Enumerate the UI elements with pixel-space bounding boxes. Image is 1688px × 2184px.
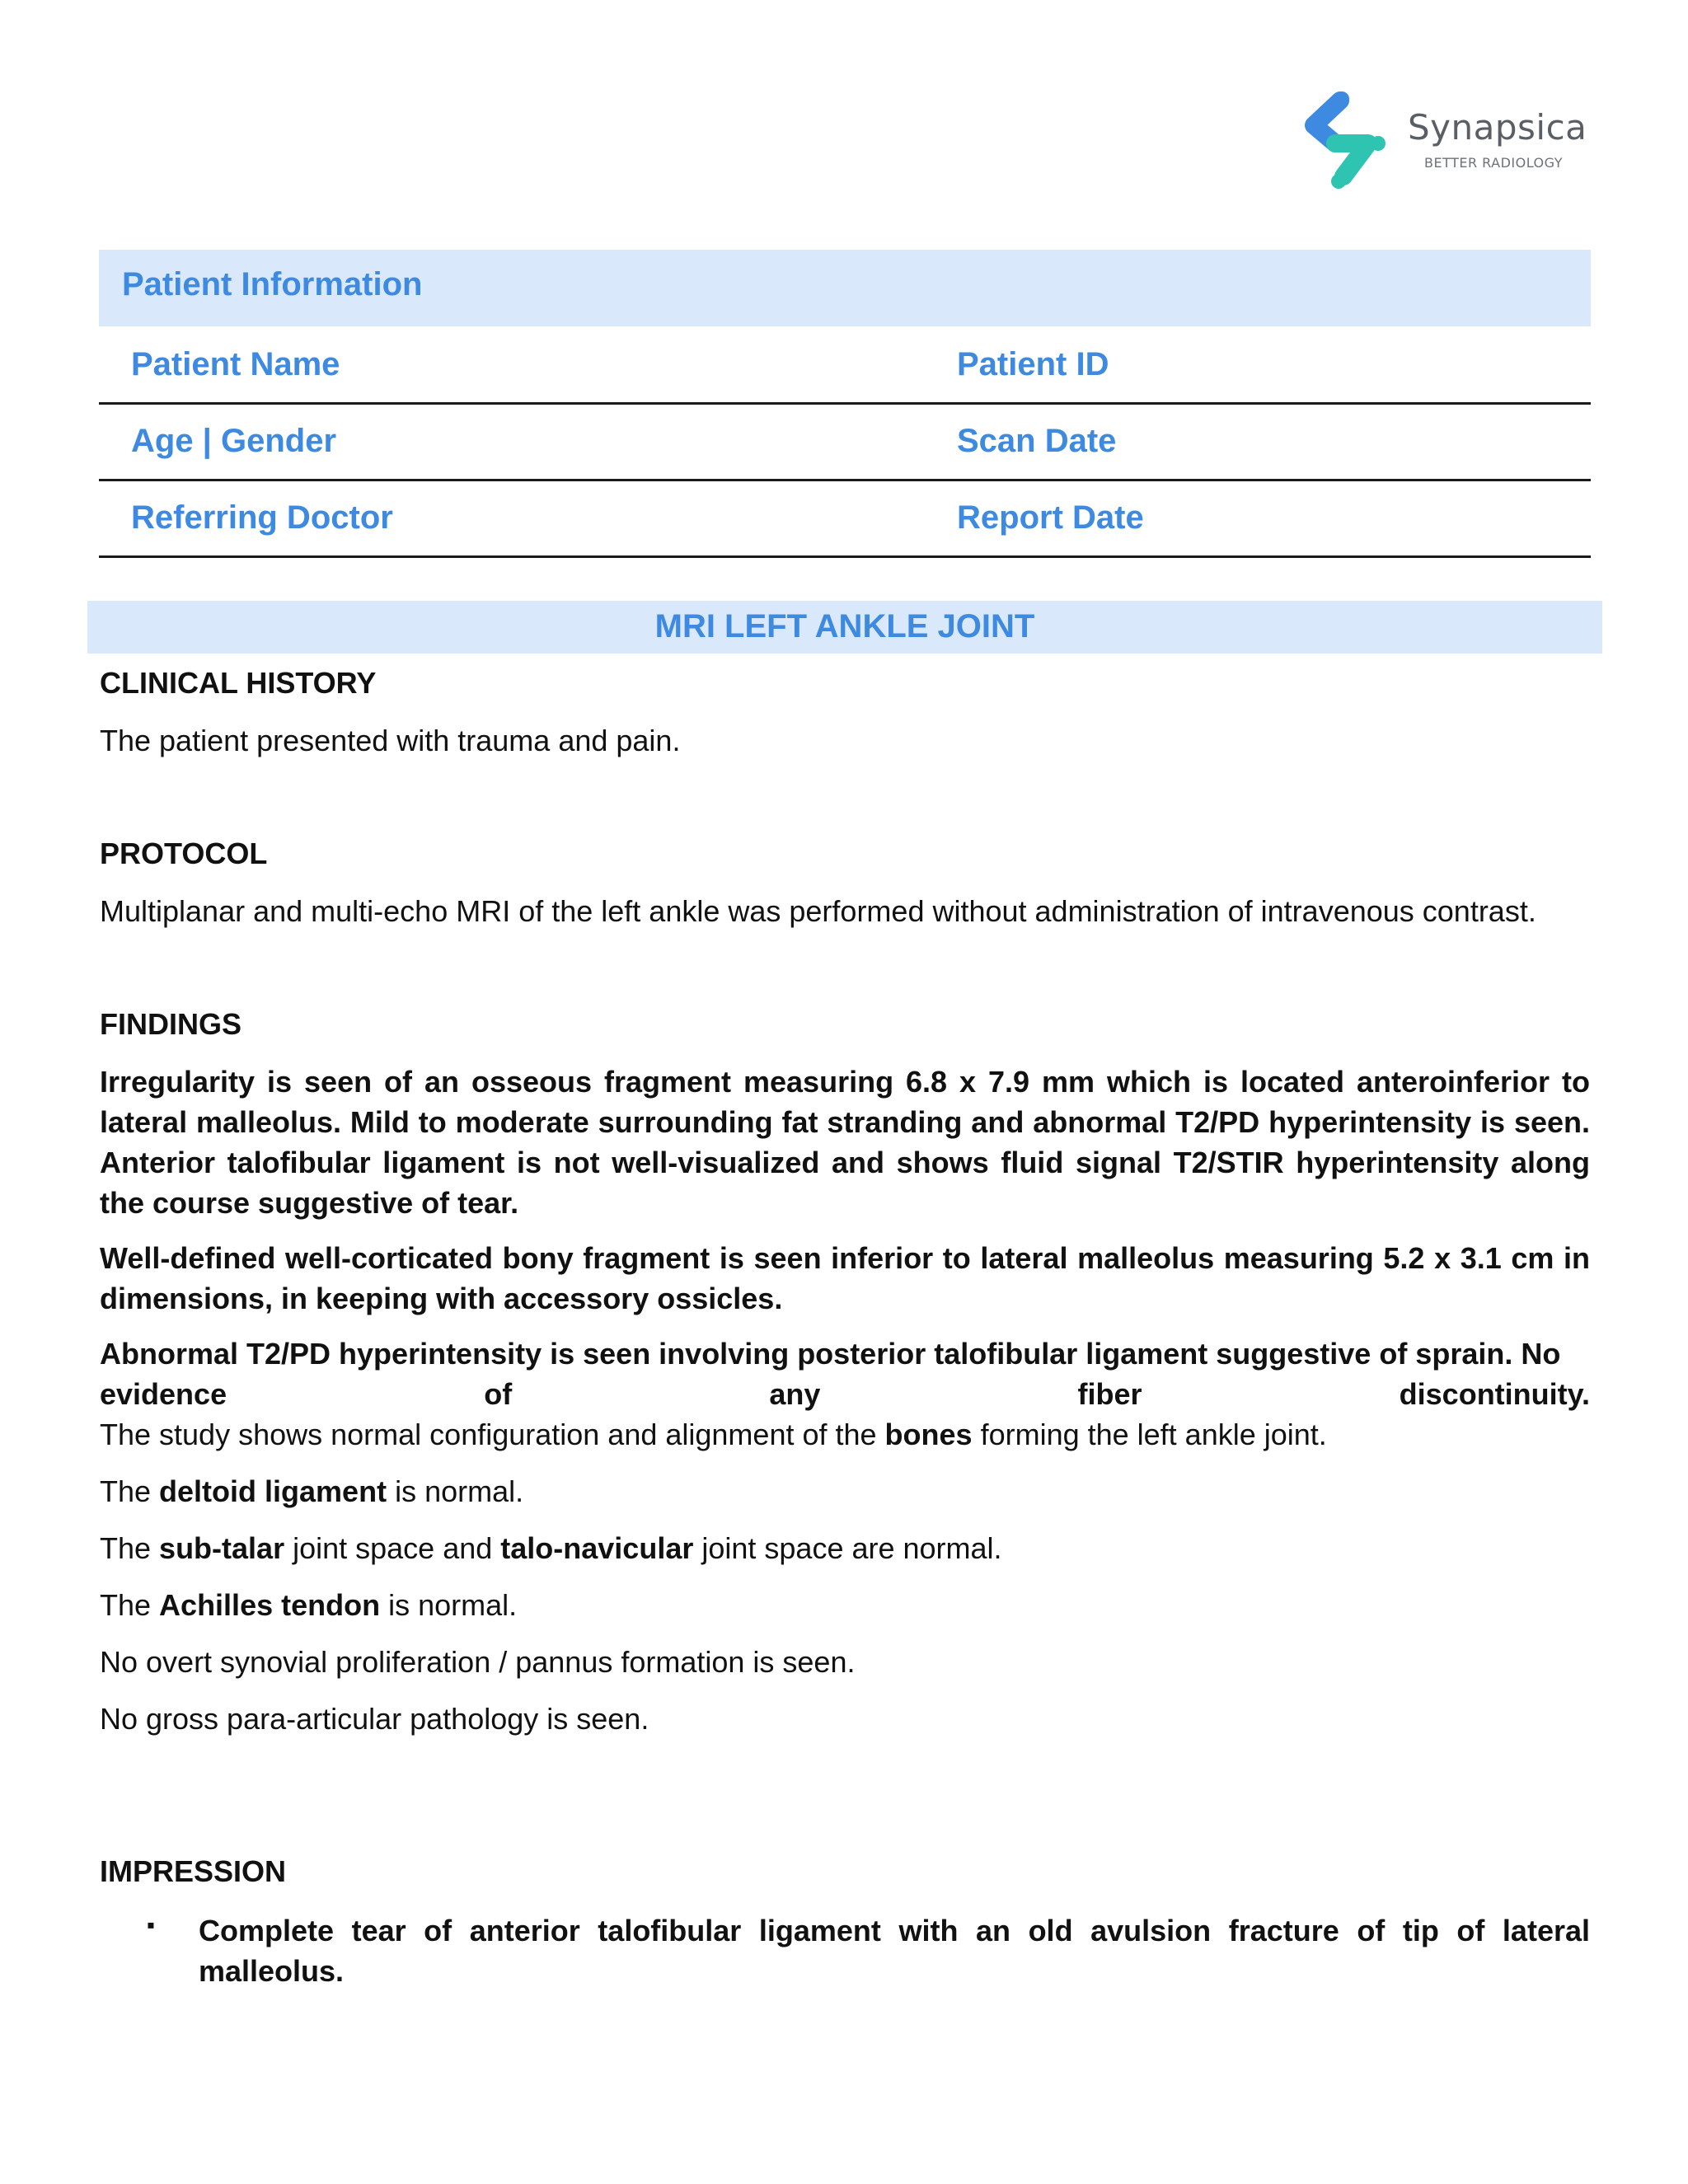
protocol-text: Multiplanar and multi-echo MRI of the left ankle was performed without administration of intravenous contrast. — [100, 894, 1536, 928]
synapsica-logo — [1292, 89, 1587, 191]
logo-tagline: BETTER RADIOLOGY — [1424, 155, 1564, 171]
scan-date-label: Scan Date — [957, 423, 1117, 459]
impression-bullet: ▪ — [147, 1912, 155, 1938]
referring-doctor-label: Referring Doctor — [131, 499, 393, 536]
report-title-bar — [87, 601, 1602, 654]
synapsica-logo-icon — [1292, 89, 1400, 191]
patient-info-row — [99, 403, 1591, 481]
patient-info-header — [99, 250, 1591, 326]
findings-deltoid-line: The deltoid ligament is normal. — [100, 1474, 524, 1508]
findings-subtalar-line: The sub-talar joint space and talo-navicular joint space are normal. — [100, 1531, 1002, 1565]
findings-synovial-line: No overt synovial proliferation / pannus formation is seen. — [100, 1645, 856, 1679]
logo-brand-name: Synapsica — [1408, 107, 1587, 148]
patient-info-row — [99, 326, 1591, 405]
findings-paragraph-2: Well-defined well-corticated bony fragment is seen inferior to lateral malleolus measuring 5.2 x 3.1 cm in dimensions, in keeping with accessory ossicles. — [100, 1241, 1590, 1315]
findings-bones-line: The study shows normal configuration and alignment of the bones forming the left ankle joint. — [100, 1418, 1327, 1451]
impression-item: Complete tear of anterior talofibular ligament with an old avulsion fracture of tip of lateral malleolus. — [199, 1914, 1590, 1988]
clinical-history-heading: CLINICAL HISTORY — [100, 666, 377, 700]
findings-heading: FINDINGS — [100, 1007, 242, 1041]
patient-id-label: Patient ID — [957, 346, 1109, 382]
findings-paragraph-3: Abnormal T2/PD hyperintensity is seen involving posterior talofibular ligament suggestive of sprain. No — [100, 1337, 1561, 1371]
impression-heading: IMPRESSION — [100, 1854, 287, 1888]
protocol-heading: PROTOCOL — [100, 837, 268, 870]
findings-achilles-line: The Achilles tendon is normal. — [100, 1588, 518, 1622]
findings-paragraph-1: Irregularity is seen of an osseous fragment measuring 6.8 x 7.9 mm which is located anteroinferior to lateral malleolus. Mild to moderate surrounding fat stranding and abnormal T2/PD hyperintensity is seen. Anterior talofibular ligament is not well-visualized and shows fluid signal T2/STIR hyperintensity along the course suggestive of tear. — [100, 1065, 1590, 1220]
report-date-label: Report Date — [957, 499, 1144, 536]
age-gender-label: Age | Gender — [131, 423, 337, 459]
clinical-history-text: The patient presented with trauma and pain. — [100, 724, 681, 757]
findings-paragraph-3-continued: evidence of any fiber discontinuity. — [100, 1377, 1590, 1411]
findings-para-articular-line: No gross para-articular pathology is seen. — [100, 1702, 649, 1736]
patient-info-heading: Patient Information — [122, 266, 423, 302]
patient-info-row — [99, 480, 1591, 558]
report-title: MRI LEFT ANKLE JOINT — [654, 608, 1035, 644]
patient-name-label: Patient Name — [131, 346, 340, 382]
